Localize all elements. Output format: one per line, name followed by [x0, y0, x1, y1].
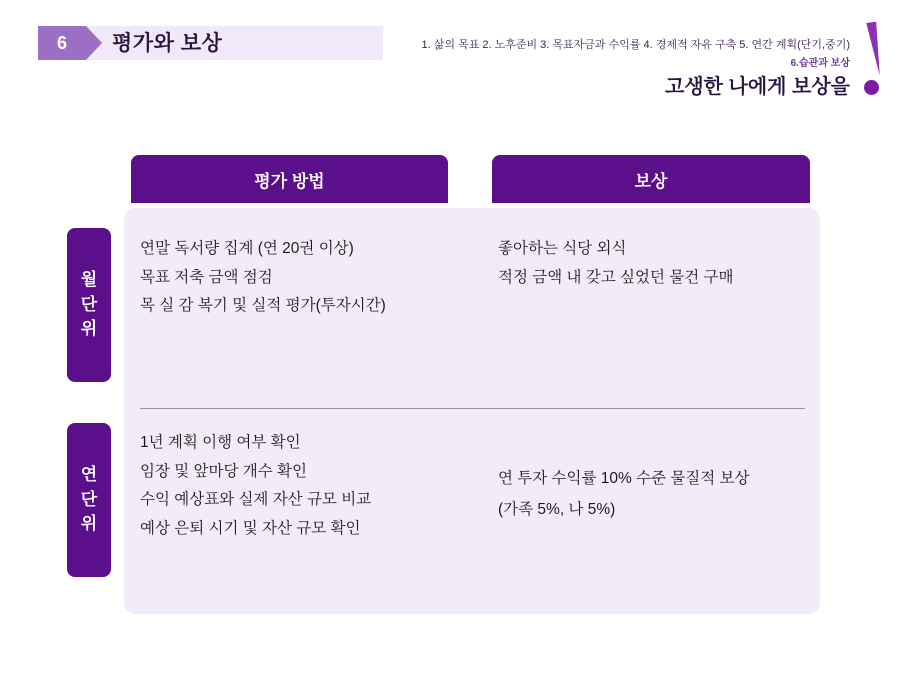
list-item: 연말 독서량 집계 (연 20권 이상) [140, 240, 354, 257]
row-label-monthly-char-3: 위 [80, 319, 98, 339]
list-item: 좋아하는 식당 외식 [498, 240, 627, 257]
list-item: 목 실 감 복기 및 실적 평가(투자시간) [140, 297, 386, 315]
cell-monthly-reward [498, 235, 733, 292]
breadcrumb: 1. 삶의 목표 2. 노후준비 3. 목표자금과 수익률 4. 경제적 자유 구축 5. 연간 계획(단기,중기) [421, 39, 850, 51]
exclamation-mark-icon [862, 22, 892, 102]
cell-monthly-method [140, 235, 386, 321]
row-label-yearly-char-2: 단 [80, 489, 98, 509]
cell-yearly-reward [498, 463, 750, 525]
list-item: 적정 금액 내 갖고 싶었던 물건 구매 [498, 268, 734, 286]
row-label-yearly-char-3: 위 [80, 514, 98, 534]
list-item: (가족 5%, 나 5%) [498, 501, 616, 518]
row-divider [140, 408, 805, 409]
list-item: 목표 저축 금액 점검 [140, 268, 273, 286]
column-header-reward-label: 보상 [634, 171, 668, 191]
list-item: 수익 예상표와 실제 자산 규모 비교 [140, 491, 372, 509]
page-title: 평가와 보상 [112, 32, 223, 55]
slide-number-arrow-icon [86, 26, 102, 60]
row-label-monthly [67, 228, 111, 382]
list-item: 1년 계획 이행 여부 확인 [140, 434, 301, 451]
list-item: 임장 및 앞마당 개수 확인 [140, 462, 307, 480]
header-tagline: 고생한 나에게 보상을 [665, 76, 850, 98]
list-item: 연 투자 수익률 10% 수준 물질적 보상 [498, 470, 750, 487]
column-header-reward [492, 155, 810, 203]
column-header-method [131, 155, 448, 203]
row-label-yearly-char-1: 연 [80, 465, 98, 485]
list-item: 예상 은퇴 시기 및 자산 규모 확인 [140, 520, 361, 538]
slide-number: 6 [56, 33, 67, 53]
exclamation-dot-icon [864, 80, 879, 95]
row-label-monthly-char-2: 단 [80, 294, 98, 314]
row-label-yearly [67, 423, 111, 577]
row-label-monthly-char-1: 월 [80, 270, 98, 290]
column-header-method-label: 평가 방법 [254, 171, 325, 191]
slide-header [0, 0, 912, 110]
exclamation-stroke-icon [866, 22, 883, 77]
breadcrumb-current: 6.습관과 보상 [790, 58, 850, 69]
cell-yearly-method [140, 429, 371, 544]
